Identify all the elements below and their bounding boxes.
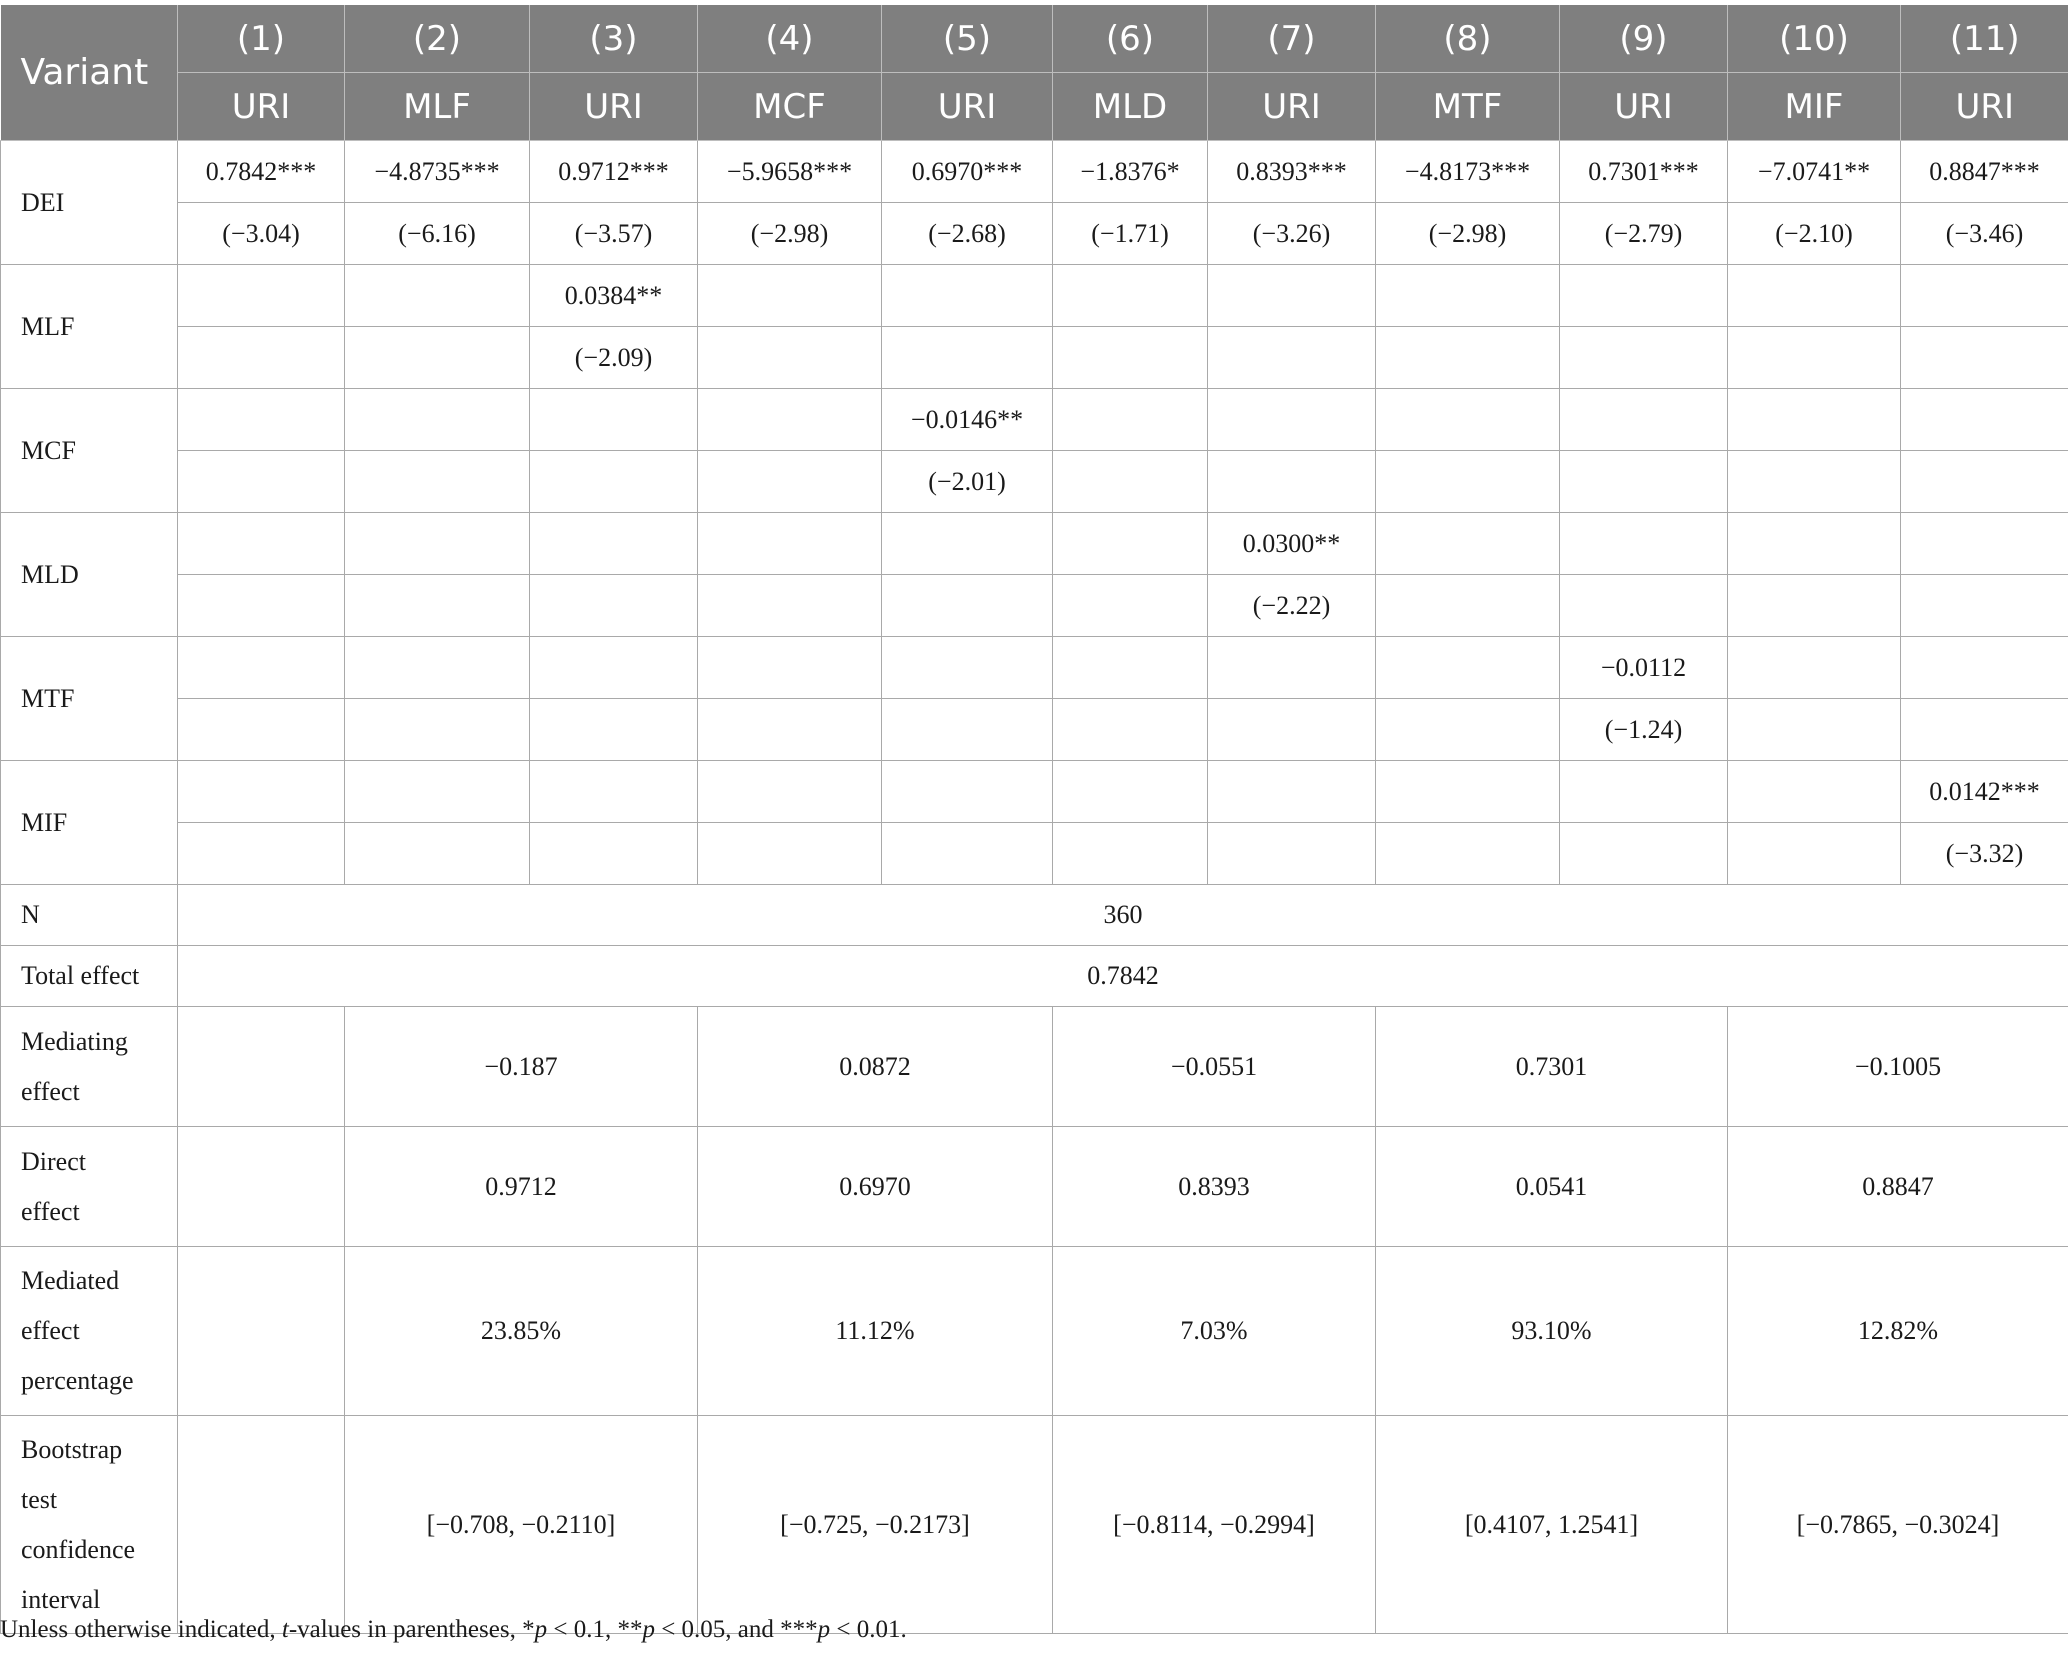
table-cell-empty: [345, 265, 530, 327]
row-label-mif: MIF: [1, 761, 178, 885]
table-cell: [−0.725, −0.2173]: [698, 1416, 1053, 1634]
table-row-mcf-coef: [1, 389, 2068, 451]
note-text: Unless otherwise indicated,: [0, 1616, 282, 1643]
header-col-dep: MLF: [345, 73, 530, 141]
table-cell: (−1.71): [1053, 203, 1208, 265]
table-cell-empty: [1728, 637, 1901, 699]
label-line: test: [21, 1484, 58, 1514]
table-cell-empty: [1208, 265, 1376, 327]
table-cell: (−2.79): [1560, 203, 1728, 265]
mediation-results-table: [0, 5, 2068, 1634]
table-cell: 7.03%: [1053, 1247, 1376, 1416]
table-cell-empty: [1376, 575, 1560, 637]
table-cell-empty: [698, 637, 882, 699]
header-col-num: (11): [1901, 5, 2068, 73]
table-cell: 0.8847***: [1901, 141, 2068, 203]
row-label-total-effect: Total effect: [1, 946, 178, 1007]
table-cell: −4.8173***: [1376, 141, 1560, 203]
table-cell: [−0.708, −0.2110]: [345, 1416, 698, 1634]
table-cell: 0.8847: [1728, 1127, 2068, 1247]
table-cell-empty: [698, 389, 882, 451]
table-cell: 93.10%: [1376, 1247, 1728, 1416]
header-col-dep: URI: [1208, 73, 1376, 141]
header-row-dependent-vars: [1, 73, 2068, 141]
table-row-mld-coef: [1, 513, 2068, 575]
note-text: -values in parentheses, *: [288, 1616, 535, 1643]
table-cell-empty: [1901, 513, 2068, 575]
table-cell-empty: [1728, 761, 1901, 823]
header-col-num: (7): [1208, 5, 1376, 73]
table-cell-empty: [178, 761, 345, 823]
table-cell-empty: [698, 513, 882, 575]
table-cell-empty: [882, 637, 1053, 699]
table-cell-empty: [1376, 327, 1560, 389]
table-cell-empty: [345, 513, 530, 575]
table-row-total-effect: [1, 946, 2068, 1007]
table-row-dei-coef: [1, 141, 2068, 203]
table-cell: (−1.24): [1560, 699, 1728, 761]
table-row-mtf-coef: [1, 637, 2068, 699]
row-label-mtf: MTF: [1, 637, 178, 761]
table-cell: 0.6970: [698, 1127, 1053, 1247]
table-cell-empty: [530, 451, 698, 513]
row-label-mediating-effect: [1, 1007, 178, 1127]
table-cell-n-value: 360: [178, 885, 2068, 946]
table-cell: −1.8376*: [1053, 141, 1208, 203]
table-cell: (−3.46): [1901, 203, 2068, 265]
table-cell: (−2.10): [1728, 203, 1901, 265]
table-cell-total-effect-value: 0.7842: [178, 946, 2068, 1007]
table-cell-empty: [1208, 389, 1376, 451]
table-cell: [−0.8114, −0.2994]: [1053, 1416, 1376, 1634]
table-row-mif-coef: [1, 761, 2068, 823]
table-cell-empty: [1053, 265, 1208, 327]
table-cell: 0.6970***: [882, 141, 1053, 203]
table-cell-empty: [698, 823, 882, 885]
table-cell-empty: [345, 389, 530, 451]
table-cell-empty: [1053, 451, 1208, 513]
table-cell-empty: [1376, 761, 1560, 823]
table-cell-empty: [178, 699, 345, 761]
note-italic-t: t: [281, 1616, 289, 1643]
table-cell: 0.7301: [1376, 1007, 1728, 1127]
label-line: Mediated: [21, 1266, 120, 1295]
header-variant: Variant: [1, 5, 178, 141]
table-cell-empty: [698, 451, 882, 513]
table-cell: 0.8393: [1053, 1127, 1376, 1247]
header-col-dep: MLD: [1053, 73, 1208, 141]
table-cell-empty: [698, 327, 882, 389]
table-cell: (−2.22): [1208, 575, 1376, 637]
table-cell-empty: [530, 575, 698, 637]
row-label-bootstrap-ci: [1, 1416, 178, 1634]
table-row-mlf-coef: [1, 265, 2068, 327]
table-cell-empty: [1901, 575, 2068, 637]
table-cell: 0.0300**: [1208, 513, 1376, 575]
table-cell: −0.0551: [1053, 1007, 1376, 1127]
table-cell-empty: [178, 637, 345, 699]
table-cell-empty: [1728, 823, 1901, 885]
table-cell-empty: [345, 637, 530, 699]
table-row-mcf-t: [1, 451, 2068, 513]
table-cell: 0.9712***: [530, 141, 698, 203]
table-cell: 0.0384**: [530, 265, 698, 327]
table-footnote: [0, 1616, 907, 1644]
table-cell-empty: [1208, 451, 1376, 513]
table-cell-empty: [178, 451, 345, 513]
table-cell-empty: [178, 513, 345, 575]
row-label-direct-effect: [1, 1127, 178, 1247]
header-col-dep: MCF: [698, 73, 882, 141]
table-cell-empty: [178, 389, 345, 451]
table-cell-empty: [345, 823, 530, 885]
table-row-mld-t: [1, 575, 2068, 637]
header-col-num: (6): [1053, 5, 1208, 73]
table-cell: −5.9658***: [698, 141, 882, 203]
table-cell: 11.12%: [698, 1247, 1053, 1416]
label-line: effect: [21, 1316, 80, 1345]
header-col-dep: URI: [178, 73, 345, 141]
table-cell: 0.7842***: [178, 141, 345, 203]
table-cell: 0.0541: [1376, 1127, 1728, 1247]
table-cell-empty: [345, 699, 530, 761]
table-cell-empty: [1376, 637, 1560, 699]
table-cell-empty: [530, 699, 698, 761]
note-text: < 0.1, **: [547, 1616, 643, 1643]
table-cell: [0.4107, 1.2541]: [1376, 1416, 1728, 1634]
table-cell-empty: [1560, 761, 1728, 823]
table-cell-empty: [1560, 327, 1728, 389]
row-label-n: N: [1, 885, 178, 946]
table-cell: (−2.98): [698, 203, 882, 265]
table-row-mediating-effect: [1, 1007, 2068, 1127]
table-cell-empty: [882, 265, 1053, 327]
table-cell-empty: [1560, 389, 1728, 451]
table-cell-empty: [1208, 327, 1376, 389]
note-text: < 0.05, and ***: [654, 1616, 818, 1643]
table-cell-empty: [178, 1007, 345, 1127]
table-cell: 0.0872: [698, 1007, 1053, 1127]
row-label-mlf: MLF: [1, 265, 178, 389]
table-cell-empty: [1376, 823, 1560, 885]
table-cell: 0.8393***: [1208, 141, 1376, 203]
table-cell: 0.9712: [345, 1127, 698, 1247]
header-col-num: (8): [1376, 5, 1560, 73]
table-cell-empty: [178, 823, 345, 885]
table-cell: −0.0112: [1560, 637, 1728, 699]
table-header: [1, 5, 2068, 141]
label-line: Direct: [21, 1146, 86, 1176]
table-cell-empty: [178, 265, 345, 327]
note-italic-p: p: [817, 1616, 831, 1643]
table-cell: (−3.26): [1208, 203, 1376, 265]
header-row-model-numbers: [1, 5, 2068, 73]
table-cell-empty: [882, 823, 1053, 885]
table-cell-empty: [1053, 327, 1208, 389]
label-line: effect: [21, 1196, 80, 1226]
table-cell-empty: [1728, 265, 1901, 327]
table-cell-empty: [530, 637, 698, 699]
table-cell: 0.7301***: [1560, 141, 1728, 203]
row-label-dei: DEI: [1, 141, 178, 265]
header-col-num: (2): [345, 5, 530, 73]
table-cell-empty: [530, 823, 698, 885]
label-line: percentage: [21, 1366, 134, 1395]
table-cell: (−3.32): [1901, 823, 2068, 885]
table-cell-empty: [1728, 451, 1901, 513]
table-body: [1, 141, 2068, 1634]
label-line: confidence: [21, 1534, 136, 1564]
table-cell: −7.0741**: [1728, 141, 1901, 203]
table-cell: (−2.01): [882, 451, 1053, 513]
table-cell-empty: [345, 761, 530, 823]
table-row-bootstrap-ci: [1, 1416, 2068, 1634]
table-cell-empty: [1053, 389, 1208, 451]
label-line: Bootstrap: [21, 1434, 123, 1464]
table-cell-empty: [530, 761, 698, 823]
table-cell: 0.0142***: [1901, 761, 2068, 823]
table-cell-empty: [530, 513, 698, 575]
table-cell-empty: [1053, 761, 1208, 823]
results-table-container: [0, 5, 2068, 1634]
table-cell-empty: [698, 575, 882, 637]
table-cell-empty: [1901, 265, 2068, 327]
table-cell-empty: [1376, 265, 1560, 327]
header-col-dep: MTF: [1376, 73, 1560, 141]
table-cell-empty: [178, 1127, 345, 1247]
table-cell: (−3.57): [530, 203, 698, 265]
header-col-dep: URI: [1560, 73, 1728, 141]
table-cell-empty: [530, 389, 698, 451]
table-cell: −4.8735***: [345, 141, 530, 203]
table-cell-empty: [345, 451, 530, 513]
table-cell-empty: [1901, 451, 2068, 513]
table-cell-empty: [882, 761, 1053, 823]
header-col-dep: URI: [530, 73, 698, 141]
row-label-mediated-percentage: [1, 1247, 178, 1416]
header-col-num: (1): [178, 5, 345, 73]
table-cell-empty: [345, 575, 530, 637]
table-cell-empty: [1376, 451, 1560, 513]
table-cell: (−6.16): [345, 203, 530, 265]
table-cell-empty: [178, 1416, 345, 1634]
header-col-num: (3): [530, 5, 698, 73]
table-row-dei-t: [1, 203, 2068, 265]
table-cell-empty: [1376, 513, 1560, 575]
table-cell-empty: [1901, 389, 2068, 451]
label-line: Mediating: [21, 1026, 128, 1056]
table-cell-empty: [178, 327, 345, 389]
table-cell-empty: [1901, 699, 2068, 761]
table-cell-empty: [1728, 513, 1901, 575]
table-cell-empty: [1053, 513, 1208, 575]
table-cell-empty: [698, 699, 882, 761]
table-cell: −0.187: [345, 1007, 698, 1127]
header-col-dep: URI: [1901, 73, 2068, 141]
table-row-n: [1, 885, 2068, 946]
table-cell-empty: [1560, 451, 1728, 513]
table-cell-empty: [1208, 637, 1376, 699]
table-cell: [−0.7865, −0.3024]: [1728, 1416, 2068, 1634]
table-cell-empty: [1560, 265, 1728, 327]
table-cell-empty: [1901, 327, 2068, 389]
table-cell-empty: [882, 513, 1053, 575]
table-row-mlf-t: [1, 327, 2068, 389]
table-cell-empty: [1053, 575, 1208, 637]
note-italic-p: p: [534, 1616, 548, 1643]
table-cell: (−3.04): [178, 203, 345, 265]
table-row-mediated-percentage: [1, 1247, 2068, 1416]
header-col-num: (10): [1728, 5, 1901, 73]
table-cell-empty: [1728, 699, 1901, 761]
note-text: < 0.01.: [830, 1616, 907, 1643]
table-cell-empty: [1208, 823, 1376, 885]
table-cell: −0.0146**: [882, 389, 1053, 451]
table-cell: 23.85%: [345, 1247, 698, 1416]
table-cell-empty: [1208, 699, 1376, 761]
table-cell-empty: [1901, 637, 2068, 699]
table-cell-empty: [1376, 699, 1560, 761]
table-cell-empty: [1728, 575, 1901, 637]
table-cell: (−2.68): [882, 203, 1053, 265]
table-cell: 12.82%: [1728, 1247, 2068, 1416]
table-row-direct-effect: [1, 1127, 2068, 1247]
header-col-dep: URI: [882, 73, 1053, 141]
note-italic-p: p: [642, 1616, 655, 1643]
table-row-mif-t: [1, 823, 2068, 885]
table-cell-empty: [698, 265, 882, 327]
table-cell-empty: [1053, 637, 1208, 699]
table-cell-empty: [178, 1247, 345, 1416]
table-cell-empty: [1053, 823, 1208, 885]
table-cell-empty: [882, 327, 1053, 389]
table-cell: (−2.09): [530, 327, 698, 389]
table-row-mtf-t: [1, 699, 2068, 761]
row-label-mld: MLD: [1, 513, 178, 637]
table-cell-empty: [698, 761, 882, 823]
header-col-num: (4): [698, 5, 882, 73]
table-cell-empty: [345, 327, 530, 389]
table-cell-empty: [1728, 389, 1901, 451]
header-col-num: (9): [1560, 5, 1728, 73]
table-cell-empty: [1560, 513, 1728, 575]
table-cell-empty: [1728, 327, 1901, 389]
table-cell-empty: [1208, 761, 1376, 823]
table-cell: (−2.98): [1376, 203, 1560, 265]
table-cell-empty: [1560, 575, 1728, 637]
header-col-num: (5): [882, 5, 1053, 73]
label-line: effect: [21, 1076, 80, 1106]
row-label-mcf: MCF: [1, 389, 178, 513]
table-cell: −0.1005: [1728, 1007, 2068, 1127]
table-cell-empty: [882, 699, 1053, 761]
table-cell-empty: [178, 575, 345, 637]
table-cell-empty: [1560, 823, 1728, 885]
header-col-dep: MIF: [1728, 73, 1901, 141]
label-line: interval: [21, 1584, 101, 1614]
table-cell-empty: [1376, 389, 1560, 451]
table-cell-empty: [882, 575, 1053, 637]
table-cell-empty: [1053, 699, 1208, 761]
